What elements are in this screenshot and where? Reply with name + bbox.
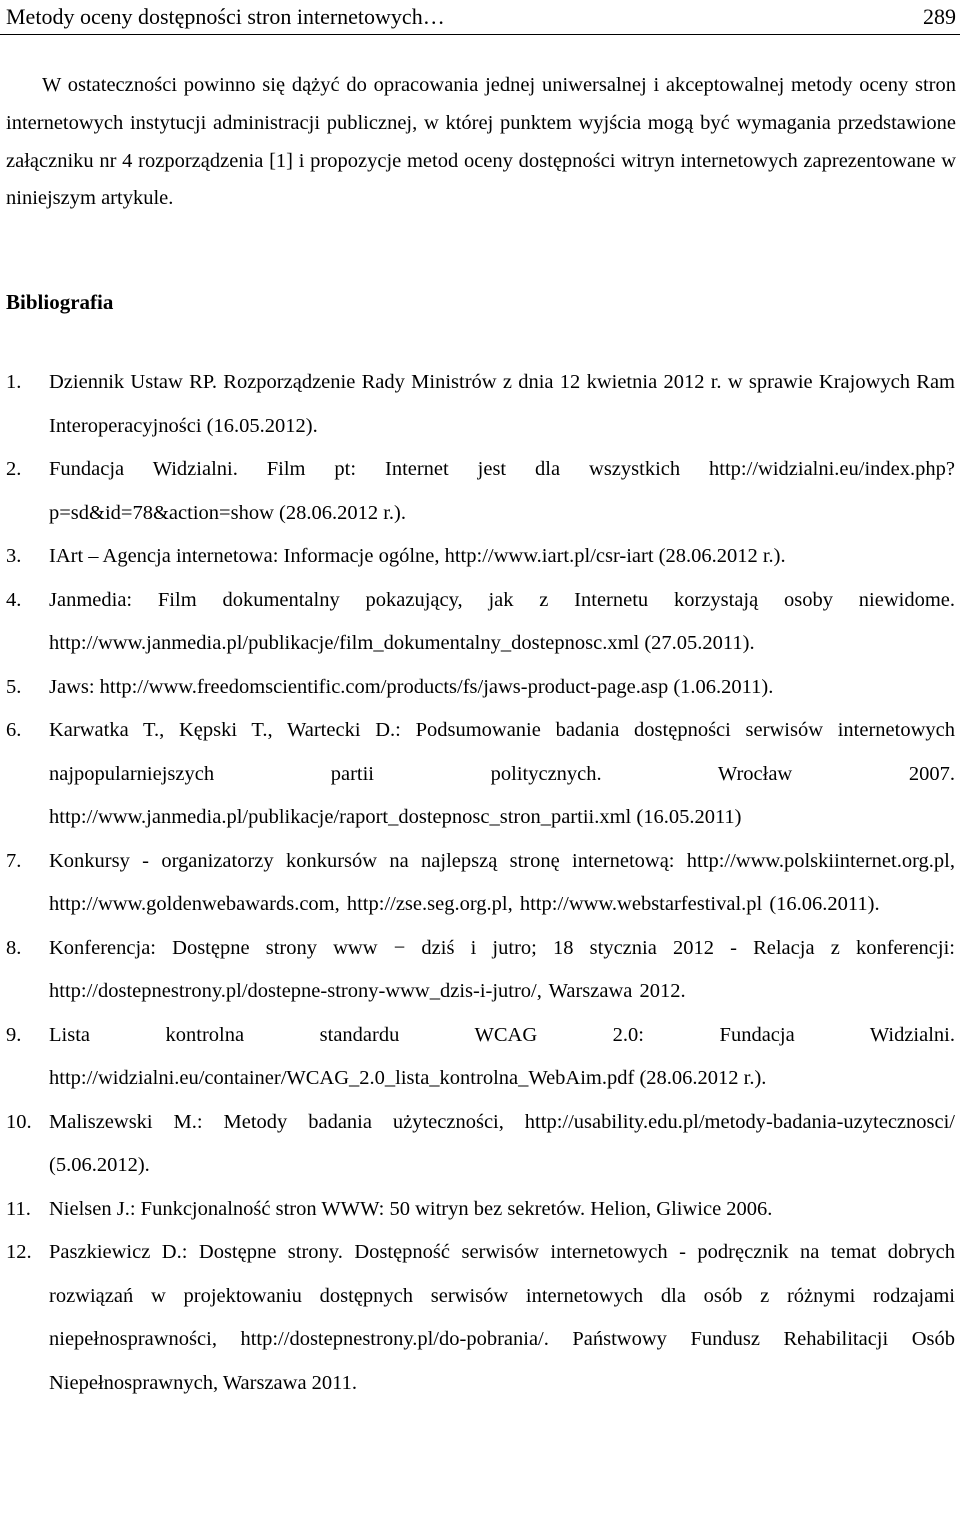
bibliography-item-text: Konkursy - organizatorzy konkursów na najlepszą stronę internetową: http://www.polskiinternet.org.pl, http://www.goldenwebawards.com, http://zse.seg.org.pl, http://www.webstarfestival.pl (16.06.2011). — [49, 849, 955, 915]
bibliography-heading: Bibliografia — [6, 290, 114, 314]
bibliography-item-text: IArt – Agencja internetowa: Informacje ogólne, http://www.iart.pl/csr-iart (28.06.2012 r.). — [49, 545, 786, 567]
intro-paragraph: W ostateczności powinno się dążyć do opracowania jednej uniwersalnej i akceptowalnej metody oceny stron internetowych instytucji administracji publicznej, w której punktem wyjścia mogą być wymagania przedstawione załączniku nr 4 rozporządzenia [1] i propozycje metod oceny dostępności witryn internetowych zaprezentowane w niniejszym artykule. — [6, 74, 956, 210]
bibliography-item — [0, 709, 960, 840]
bibliography-item-number: 1. — [6, 371, 22, 393]
bibliography-list — [0, 361, 960, 1405]
bibliography-item-number: 7. — [6, 849, 22, 872]
bibliography-item — [0, 1014, 960, 1101]
running-header — [0, 0, 960, 35]
bibliography-item-number: 3. — [6, 545, 22, 567]
bibliography-item-number: 4. — [6, 588, 22, 611]
bibliography-item — [0, 361, 960, 448]
bibliography-item-text: Jaws: http://www.freedomscientific.com/products/fs/jaws-product-page.asp (1.06.2011). — [49, 675, 774, 698]
bibliography-item-number: 2. — [6, 458, 22, 480]
bibliography-item-text: Karwatka T., Kępski T., Wartecki D.: Podsumowanie badania dostępności serwisów internetowych najpopularniejszych partii politycznych. Wrocław 2007. http://www.janmedia.pl/publikacje/raport_dostepnosc_stron_partii.xml (16.05.2011) — [49, 719, 955, 828]
bibliography-item-number: 11. — [6, 1197, 31, 1220]
bibliography-item — [0, 535, 960, 579]
bibliography-item — [0, 927, 960, 1014]
bibliography-item — [0, 840, 960, 927]
bibliography-item-text: Janmedia: Film dokumentalny pokazujący, jak z Internetu korzystają osoby niewidome. http://www.janmedia.pl/publikacje/film_dokumentalny_dostepnosc.xml (27.05.2011). — [49, 588, 955, 654]
bibliography-item-number: 9. — [6, 1023, 22, 1046]
bibliography-item-text: Maliszewski M.: Metody badania użyteczności, http://usability.edu.pl/metody-badania-uzytecznosci/ (5.06.2012). — [49, 1110, 955, 1176]
bibliography-item-text: Konferencja: Dostępne strony www − dziś i jutro; 18 stycznia 2012 - Relacja z konferencji: http://dostepnestrony.pl/dostepne-strony-www_dzis-i-jutro/, Warszawa 2012. — [49, 936, 955, 1002]
bibliography-item — [0, 1101, 960, 1188]
bibliography-item — [0, 1231, 960, 1405]
bibliography-item-number: 6. — [6, 719, 22, 741]
bibliography-item-text: Nielsen J.: Funkcjonalność stron WWW: 50 witryn bez sekretów. Helion, Gliwice 2006. — [49, 1197, 773, 1220]
bibliography-item-text: Fundacja Widzialni. Film pt: Internet jest dla wszystkich http://widzialni.eu/index.php?p=sd&id=78&action=show (28.06.2012 r.). — [49, 458, 955, 524]
running-header-title: Metody oceny dostępności stron internetowych… — [6, 4, 445, 29]
page-number: 289 — [923, 4, 956, 29]
bibliography-item — [0, 579, 960, 666]
bibliography-item — [0, 448, 960, 535]
bibliography-item-text: Paszkiewicz D.: Dostępne strony. Dostępność serwisów internetowych - podręcznik na temat dobrych rozwiązań w projektowaniu dostępnych serwisów internetowych dla osób z różnymi rodzajami niepełnosprawności, http://dostepnestrony.pl/do-pobrania/. Państwowy Fundusz Rehabilitacji Osób Niepełnosprawnych, Warszawa 2011. — [49, 1241, 955, 1394]
bibliography-item — [0, 1188, 960, 1232]
bibliography-item-number: 5. — [6, 675, 22, 698]
bibliography-item-number: 10. — [6, 1110, 32, 1133]
bibliography-item-text: Lista kontrolna standardu WCAG 2.0: Fundacja Widzialni. http://widzialni.eu/container/WCAG_2.0_lista_kontrolna_WebAim.pdf (28.06.2012 r.). — [49, 1023, 955, 1089]
bibliography-item-text: Dziennik Ustaw RP. Rozporządzenie Rady Ministrów z dnia 12 kwietnia 2012 r. w sprawie Krajowych Ram Interoperacyjności (16.05.2012). — [49, 371, 955, 437]
bibliography-item-number: 8. — [6, 936, 22, 959]
bibliography-item — [0, 666, 960, 710]
bibliography-item-number: 12. — [6, 1241, 32, 1263]
